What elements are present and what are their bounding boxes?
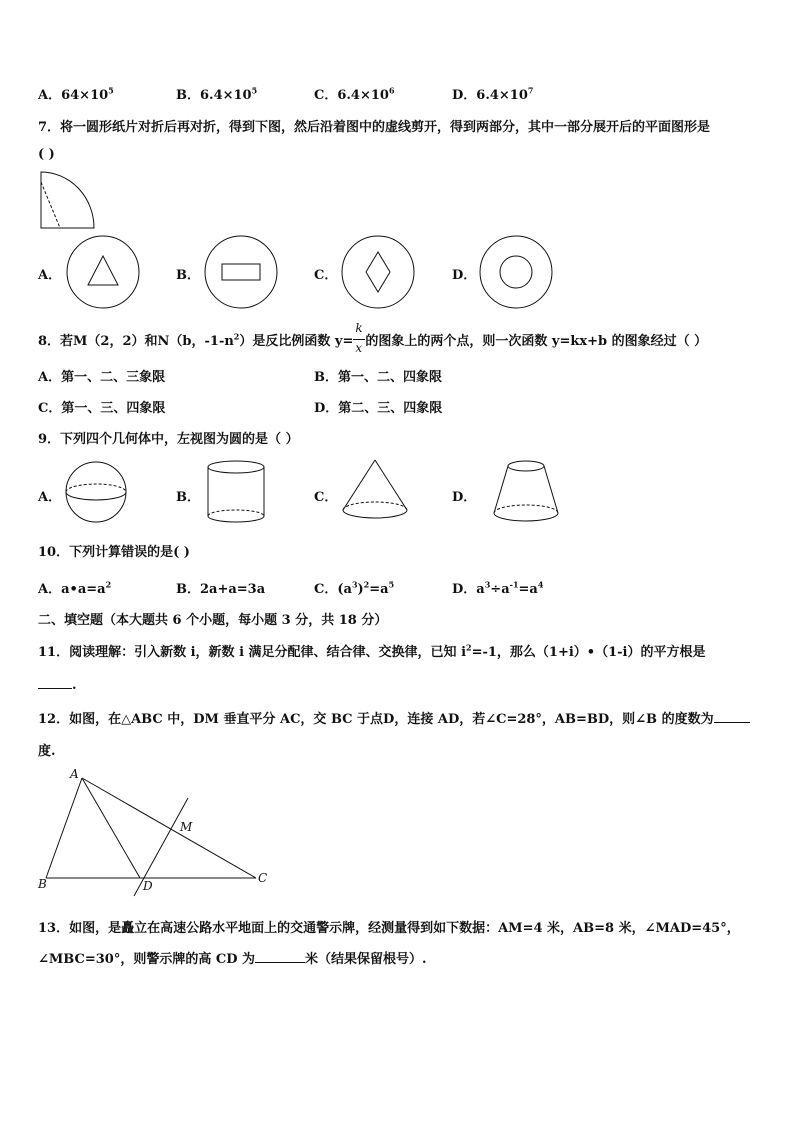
q8-option-c[interactable]: C．第一、三、四象限 [38, 401, 166, 416]
q7-option-a-figure[interactable] [65, 234, 141, 310]
rhombus-hole [366, 252, 390, 292]
label-c: C [258, 871, 268, 885]
q7-option-a-letter[interactable]: A． [38, 268, 62, 283]
q7-option-b-figure[interactable] [203, 234, 279, 310]
q12-triangle-figure [36, 764, 276, 900]
q13-stem-line1: 13．如图，是矗立在高速公路水平地面上的交通警示牌，经测量得到如下数据：AM=4 米，AB=8 米，∠MAD=45°， [38, 921, 740, 936]
q10-option-c[interactable]: C．$(a^3)^2=a^5$ [314, 579, 395, 597]
q8-fraction: $\frac{k}{x}$ [353, 335, 365, 349]
q6-option-c[interactable]: C．$6.4\times 10^6$ [314, 85, 395, 103]
q10-option-b[interactable]: B．2a+a=3a [176, 582, 266, 597]
q12-stem-line1: 12．如图，在△ABC 中，DM 垂直平分 AC，交 BC 于点D，连接 AD，若∠C=28°，AB=BD，则∠B 的度数为 [38, 708, 750, 727]
q8-option-a[interactable]: A．第一、二、三象限 [38, 370, 166, 385]
q8-option-b[interactable]: B．第一、二、四象限 [314, 370, 443, 385]
q13-stem-line2: ∠MBC=30°，则警示牌的高 CD 为 米（结果保留根号）. [38, 952, 427, 967]
q6-option-a[interactable]: A．$64\times 10^5$ [38, 85, 114, 103]
rectangle-hole [222, 264, 260, 280]
q8-option-d[interactable]: D．第二、三、四象限 [314, 401, 443, 416]
circle-hole [500, 256, 532, 288]
q9-option-d-letter[interactable]: D． [452, 490, 477, 505]
triangle-hole [88, 256, 118, 285]
q12-stem-line2: 度. [38, 744, 56, 759]
label-a: A [70, 767, 79, 781]
q7-option-d-letter[interactable]: D． [452, 268, 477, 283]
q13-answer-blank[interactable] [255, 950, 305, 963]
label-m: M [180, 820, 193, 834]
label-b: B [38, 877, 47, 891]
q7-option-c-letter[interactable]: C． [314, 268, 338, 283]
q10-stem: 10．下列计算错误的是( ) [38, 545, 190, 560]
q11-answer-line: . [38, 676, 77, 693]
q7-option-c-figure[interactable] [340, 234, 416, 310]
q7-option-b-letter[interactable]: B． [176, 268, 200, 283]
q9-stem: 9．下列四个几何体中，左视图为圆的是（ ） [38, 432, 299, 447]
q10-option-d[interactable]: D．$a^3\div a^{-1}=a^4$ [452, 579, 544, 597]
q10-option-a[interactable]: A．$a•a=a^2$ [38, 579, 112, 597]
q9-option-a-sphere[interactable] [64, 460, 128, 524]
q12-answer-blank[interactable] [714, 710, 750, 723]
q11-stem: 11．阅读理解：引入新数 i，新数 i 满足分配律、结合律、交换律，已知 $i^2=-1$，那么（1+i）•（1-i）的平方根是 [38, 642, 706, 660]
q9-option-a-letter[interactable]: A． [38, 490, 62, 505]
section-2-heading: 二、填空题（本大题共 6 个小题，每小题 3 分，共 18 分） [38, 613, 388, 628]
q7-stem-line2: ( ) [38, 147, 55, 162]
q6-option-d[interactable]: D．$6.4\times 10^7$ [452, 85, 534, 103]
q9-option-c-cone[interactable] [340, 458, 410, 524]
q7-stem-line1: 7．将一圆形纸片对折后再对折，得到下图，然后沿着图中的虚线剪开，得到两部分，其中一部分展开后的平面图形是 [38, 120, 711, 135]
q11-answer-blank[interactable] [38, 676, 72, 689]
q8-stem: 8．若M（2，2）和N（b，$-1-n^2$）是反比例函数 y= $\frac{k}{x}$ 的图象上的两个点，则一次函数 y=kx+b 的图象经过（ ） [38, 320, 708, 355]
q9-option-b-cylinder[interactable] [205, 459, 267, 525]
q7-option-d-figure[interactable] [478, 234, 554, 310]
q6-option-b[interactable]: B．$6.4\times 10^5$ [176, 85, 258, 103]
q9-option-b-letter[interactable]: B． [176, 490, 200, 505]
q9-option-d-frustum[interactable] [490, 458, 562, 526]
q9-option-c-letter[interactable]: C． [314, 490, 338, 505]
label-d: D [143, 879, 153, 893]
q7-folded-paper-figure [40, 170, 98, 232]
